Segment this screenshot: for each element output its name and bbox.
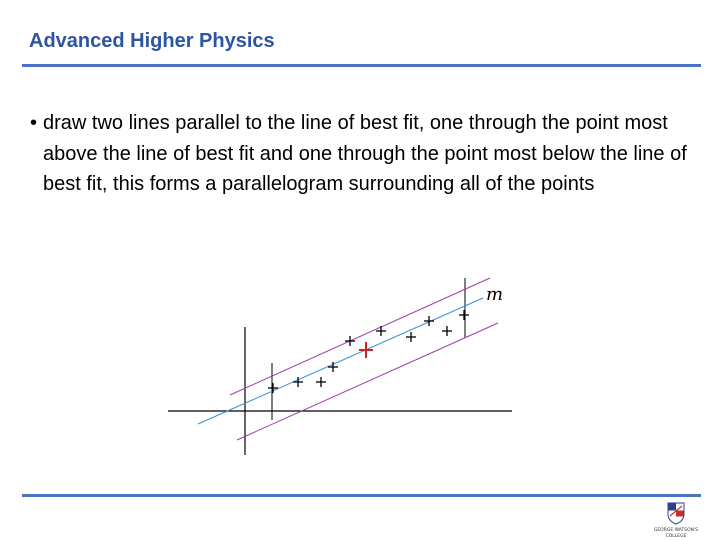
logo-text-line-2: COLLEGE (665, 534, 687, 538)
data-point (345, 336, 355, 346)
top-divider (22, 64, 701, 67)
slide-title: Advanced Higher Physics (29, 30, 275, 52)
centroid-point (359, 342, 373, 358)
data-point (328, 362, 338, 372)
data-point (424, 316, 434, 326)
bullet-text: draw two lines parallel to the line of best fit, one through the point most above the line of best fit and one through the point most below the line of best fit, this forms a parallelogram surrounding all of the points (43, 112, 687, 195)
data-point (376, 326, 386, 336)
data-point (442, 326, 452, 336)
data-point (459, 310, 469, 320)
school-logo (648, 502, 704, 538)
best-fit-line (198, 298, 483, 424)
crest-icon (668, 503, 684, 524)
gradient-label: m (486, 284, 504, 305)
parallelogram-diagram (160, 270, 530, 460)
bullet-marker: • (30, 112, 38, 134)
bullet-point (30, 108, 700, 200)
data-point (406, 332, 416, 342)
upper-parallel-line (230, 278, 490, 395)
logo-text-line-1: GEORGE WATSON'S (653, 528, 699, 533)
lower-parallel-line (237, 323, 498, 440)
data-point (268, 383, 278, 393)
bottom-divider (22, 494, 701, 497)
data-point (316, 377, 326, 387)
